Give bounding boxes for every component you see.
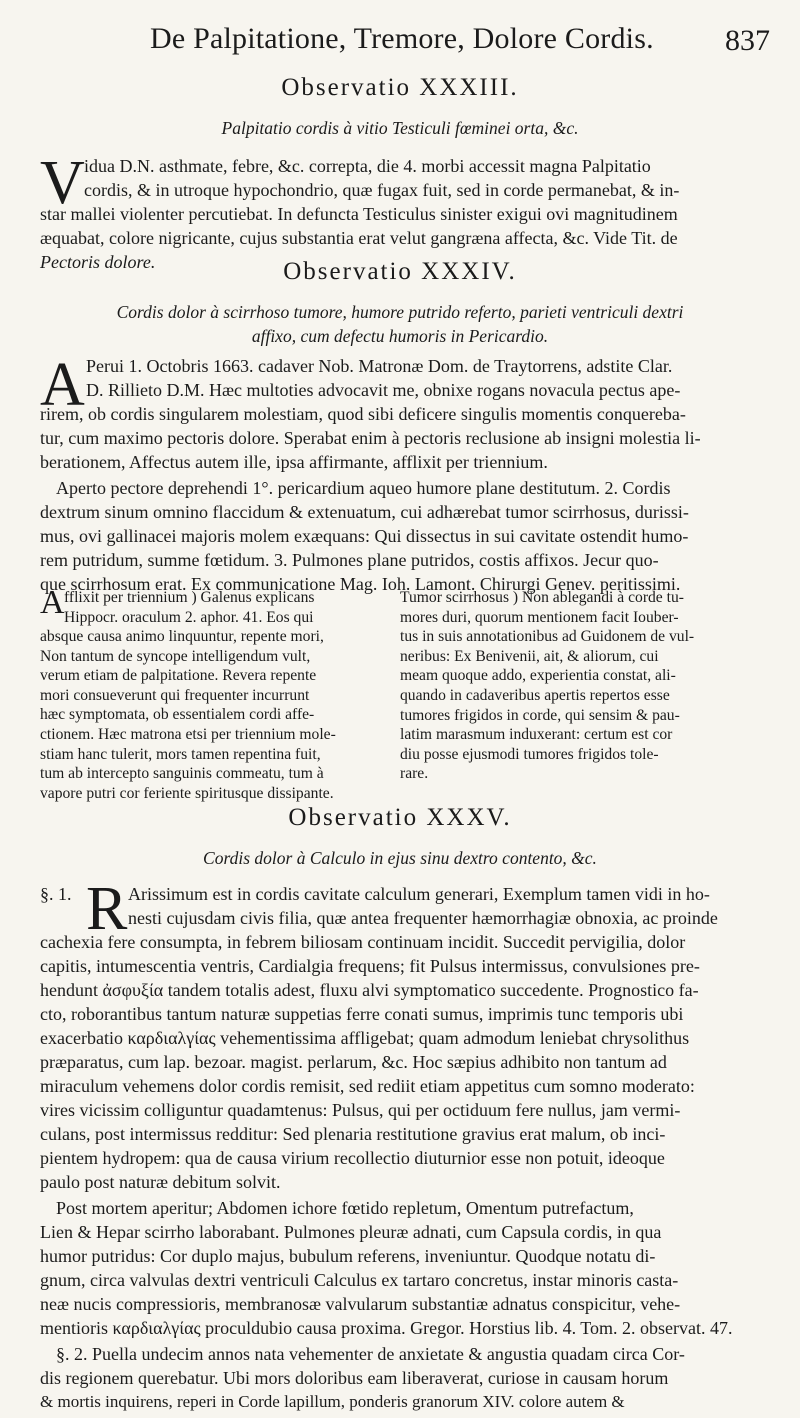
commentary-line: Hippocr. oraculum 2. aphor. 41. Eos qui — [64, 608, 314, 626]
observation-35-line: exacerbatio καρδιαλγίας vehementissima affligebat; quam admodum leniebat chrysolithus — [40, 1028, 690, 1048]
commentary-line: diu posse ejusmodi tumores frigidos tole- — [400, 745, 659, 763]
observation-34-line: tur, cum maximo pectoris dolore. Sperabat enim à pectoris reclusione ab insigni molestia li- — [40, 428, 701, 448]
observation-35-line: gnum, circa valvulas dextri ventriculi Calculus ex tartaro concretus, instar minoris casta- — [40, 1270, 679, 1290]
commentary-left-column-cont — [40, 627, 390, 803]
observation-35-line: capitis, intumescentia ventris, Cardialgia frequens; fit Pulsus intermissus, convulsiones pre- — [40, 956, 700, 976]
observation-35-line: Arissimum est in cordis cavitate calculum generari, Exemplum tamen vidi in ho- — [128, 884, 710, 904]
commentary-line: hæc symptomata, ob essentialem cordi affe- — [40, 706, 315, 724]
commentary-line: Non tantum de syncope intelligendum vult, — [40, 647, 311, 665]
observation-35-line: mentioris καρδιαλγίας proculdubio causa proxima. Gregor. Horstius lib. 4. Tom. 2. observat. 47. — [40, 1318, 733, 1338]
commentary-line: verum etiam de palpitatione. Revera repente — [40, 667, 317, 685]
commentary-line: tum ab intercepto sanguinis commeatu, tum à — [40, 765, 324, 783]
commentary-line: latim marasmum induxerant: certum est cor — [400, 726, 673, 744]
commentary-line: vapore putri cor feriente spiritusque dissipante. — [40, 784, 334, 802]
commentary-line: Tumor scirrhosus ) Non ablegandi à corde tu- — [400, 589, 684, 606]
observation-35-line: culans, post intermissus redditur: Sed plenaria restitutione gravius erat malum, ob inci- — [40, 1124, 666, 1144]
section-2-line: dis regionem querebatur. Ubi mors doloribus eam liberaverat, curiose in causam horum — [40, 1368, 669, 1388]
observation-33-line: cordis, & in utroque hypochondrio, quæ fugax fuit, sed in corde permanebat, & in- — [84, 180, 680, 200]
observation-35-subtitle: Cordis dolor à Calculo in ejus sinu dextro contento, &c. — [203, 848, 597, 868]
page-number: 837 — [725, 24, 770, 57]
running-head — [0, 22, 800, 62]
observation-35-line: cachexia fere consumpta, in febrem biliosam continuam incidit. Succedit pervigilia, dolor — [40, 932, 686, 952]
observation-34-dropcap: A — [40, 351, 85, 419]
observation-34-line: berationem, Affectus autem ille, ipsa affirmante, afflixit per triennium. — [40, 452, 548, 472]
observation-34-line: rirem, ob cordis singularem molestiam, quod sibi deficere singulis momentis conquereba- — [40, 404, 686, 424]
observation-35-line: Lien & Hepar scirrho laborabant. Pulmones pleuræ adnati, cum Capsula cordis, in qua — [40, 1222, 662, 1242]
commentary-line: mori consueverunt qui frequenter incurrunt — [40, 686, 310, 704]
commentary-right-column — [400, 588, 765, 784]
observation-34-line: rem putridum, summe fœtidum. 3. Pulmones plane putridos, costis affixos. Jecur quo- — [40, 550, 659, 570]
commentary-line: neribus: Ex Benivenii, ait, & aliorum, cui — [400, 647, 659, 665]
commentary-line: mores duri, quorum mentionem facit Iouber- — [400, 608, 679, 626]
observation-34-line: mus, ovi gallinacei majoris molem exæquans: Qui dissectus in sui cavitate ostendit humo- — [40, 526, 689, 546]
commentary-line: absque causa animo linquuntur, repente mori, — [40, 628, 324, 645]
section-2-line: §. 2. Puella undecim annos nata vehementer de anxietate & angustia quadam circa Cor- — [56, 1344, 685, 1364]
observation-35-line: humor putridus: Cor duplo majus, bubulum referens, inveniuntur. Quodque notatu di- — [40, 1246, 656, 1266]
observation-35-line: cto, roborantibus tantum naturæ suppetias ferre conati sumus, imprimis tunc temporis ubi — [40, 1004, 684, 1024]
observation-33-heading: Observatio XXXIII. — [281, 74, 519, 101]
observation-34-line: Aperto pectore deprehendi 1°. pericardium aqueo humore plane destitutum. 2. Cordis — [56, 478, 671, 498]
observation-35-line: paulo post naturæ debitum solvit. — [40, 1172, 281, 1192]
commentary-line: stiam hanc tulerit, mors tamen repentina fuit, — [40, 745, 321, 763]
observation-33-line: idua D.N. asthmate, febre, &c. correpta, die 4. morbi accessit magna Palpitatio — [84, 156, 651, 176]
commentary-left-column — [64, 588, 394, 627]
observation-34-line: Perui 1. Octobris 1663. cadaver Nob. Matronæ Dom. de Traytorrens, adstite Clar. — [86, 356, 673, 376]
observation-34-subtitle: Cordis dolor à scirrhoso tumore, humore putrido referto, parieti ventriculi dextri — [116, 302, 684, 322]
commentary-line: fflixit per triennium ) Galenus explicans — [64, 589, 315, 606]
observation-35-line: miraculum vehemens dolor cordis remisit, sed rediit etiam appetitus cum somno moderato: — [40, 1076, 695, 1096]
commentary-dropcap: A — [40, 584, 65, 621]
commentary-line: tus in suis annotationibus ad Guidonem de vul- — [400, 628, 695, 646]
observation-33-line: star mallei violenter percutiebat. In defuncta Testiculus sinister exigui ovi magnitudinem — [40, 204, 678, 224]
observation-34-heading: Observatio XXXIV. — [283, 258, 517, 285]
observation-35-dropcap: R — [86, 875, 128, 943]
observation-35-line: pientem hydropem: qua de causa virium recollectio diuturnior esse non potuit, ideoque — [40, 1148, 665, 1168]
running-title: De Palpitatione, Tremore, Dolore Cordis. — [150, 22, 654, 55]
commentary-line: rare. — [400, 765, 429, 783]
observation-33-line: Pectoris dolore. — [40, 252, 156, 272]
observation-33-dropcap: V — [40, 149, 85, 217]
observation-34-subtitle: affixo, cum defectu humoris in Pericardio. — [251, 326, 549, 346]
observation-34-line: D. Rillieto D.M. Hæc multoties advocavit me, obnixe rogans novacula pectus ape- — [86, 380, 681, 400]
observation-34-line: dextrum sinum omnino flaccidum & extenuatum, cui adhærebat tumor scirrhosus, durissi- — [40, 502, 689, 522]
observation-35-line: neæ nucis compressioris, membranosæ valvularum substantiæ adnatus conspicitur, vehe- — [40, 1294, 681, 1314]
observation-35-line: vires vicissim colliguntur quadamtenus: Pulsus, qui per octiduum fere nullus, jam vermi- — [40, 1100, 681, 1120]
observation-35-line: Post mortem aperitur; Abdomen ichore fœtido repletum, Omentum putrefactum, — [56, 1198, 634, 1218]
section-2-line: & mortis inquirens, reperi in Corde lapillum, ponderis granorum XIV. colore autem & — [40, 1392, 625, 1411]
observation-35-heading: Observatio XXXV. — [288, 804, 512, 831]
commentary-line: tumores frigidos in corde, qui sensim & pau- — [400, 706, 680, 724]
observation-35-line: præparatus, cum lap. bezoar. magist. perlarum, &c. Hoc sæpius adhibito non tantum ad — [40, 1052, 667, 1072]
observation-33-line: æquabat, colore nigricante, cujus substantia erat velut gangræna affecta, &c. Vide Tit. de — [40, 228, 678, 248]
observation-33-subtitle: Palpitatio cordis à vitio Testiculi fœminei orta, &c. — [221, 118, 579, 138]
observation-35-line: nesti cujusdam civis filia, quæ antea frequenter hæmorrhagiæ obnoxia, ac proinde — [128, 908, 718, 928]
observation-35-line: hendunt ἀσφυξία tandem totalis adest, fluxu alvi symptomatico succedente. Prognostico fa- — [40, 980, 699, 1000]
commentary-line: meam quoque addo, experientia constat, ali- — [400, 667, 676, 685]
commentary-line: ctionem. Hæc matrona etsi per triennium mole- — [40, 725, 336, 743]
section-1-mark: §. 1. — [40, 884, 72, 904]
commentary-line: quando in cadaveribus apertis repertos esse — [400, 686, 670, 704]
observation-34-line: que scirrhosum erat. Ex communicatione Mag. Ioh. Lamont. Chirurgi Genev. peritissimi. — [40, 574, 681, 594]
